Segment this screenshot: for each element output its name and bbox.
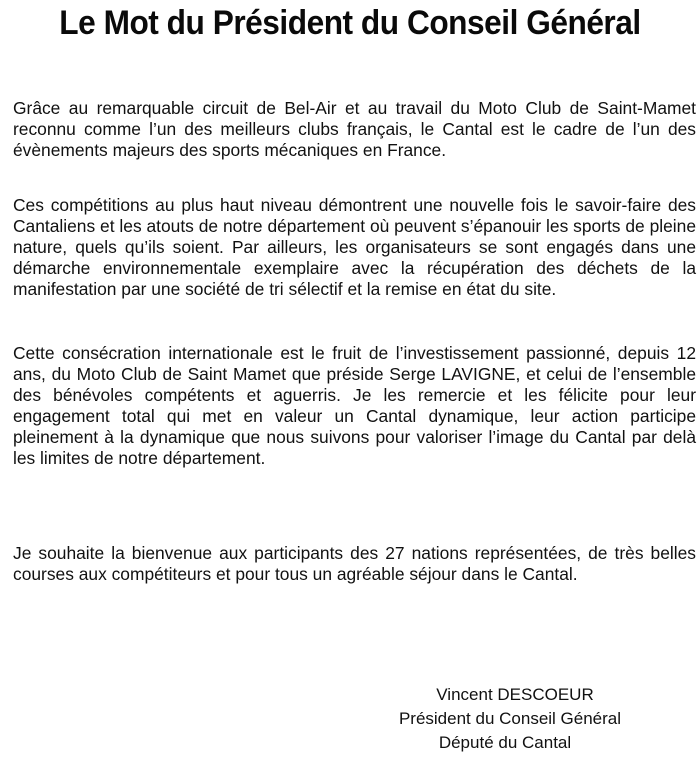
signature-block: [380, 683, 630, 755]
paragraph-consecration: Cette consécration internationale est le fruit de l’investissement passionné, depuis 12 ans, du Moto Club de Saint Mamet que préside Serge LAVIGNE, et celui de l’ensemble des bénévoles compétents et aguerris. Je les remercie et les félicite pour leur engagement total qui met en valeur un Cantal dynamique, leur action participe pleinement à la dynamique que nous suivons pour valoriser l’image du Cantal par delà les limites de notre département.: [13, 343, 696, 468]
signature-office: Député du Cantal: [438, 733, 572, 752]
paragraph-competitions: Ces compétitions au plus haut niveau démontrent une nouvelle fois le savoir-faire des Cantaliens et les atouts de notre département où peuvent s’épanouir les sports de pleine nature, quels qu’ils soient. Par ailleurs, les organisateurs se sont engagés dans une démarche environnementale exemplaire avec la récupération des déchets de la manifestation par une société de tri sélectif et la remise en état du site.: [13, 195, 696, 299]
signature-name: Vincent DESCOEUR: [436, 685, 594, 704]
page-title: Le Mot du Président du Conseil Général: [59, 4, 641, 42]
paragraph-introduction: Grâce au remarquable circuit de Bel-Air et au travail du Moto Club de Saint-Mamet reconnu comme l’un des meilleurs clubs français, le Cantal est le cadre de l’un des évènements majeurs des sports mécaniques en France.: [13, 98, 696, 160]
paragraph-welcome: Je souhaite la bienvenue aux participants des 27 nations représentées, de très belles courses aux compétiteurs et pour tous un agréable séjour dans le Cantal.: [13, 543, 696, 584]
signature-role: Président du Conseil Général: [398, 709, 622, 728]
